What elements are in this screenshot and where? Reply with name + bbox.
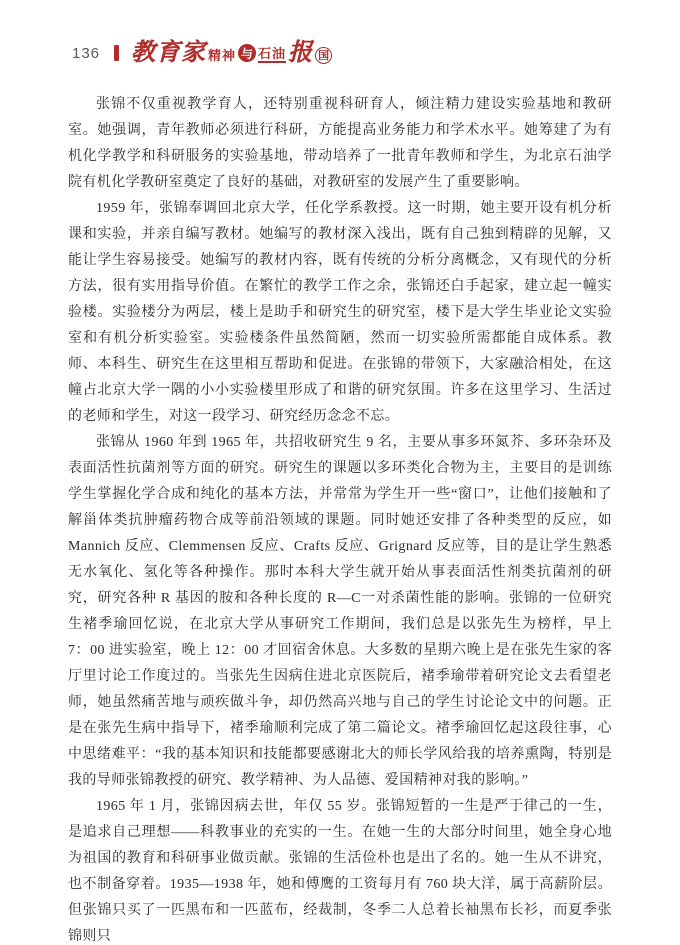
page-header	[72, 38, 612, 68]
logo-text-petroleum: 石油	[258, 43, 286, 63]
header-divider-bar	[114, 45, 119, 61]
logo-country-ring-badge: 国	[315, 47, 332, 64]
logo-text-serve: 报	[288, 40, 314, 66]
header-logo	[131, 41, 332, 65]
page-number: 136	[72, 44, 101, 62]
paragraph-4: 1965 年 1 月，张锦因病去世，年仅 55 岁。张锦短暂的一生是严于律己的一生，是追求自己理想——科教事业的充实的一生。在她一生的大部分时间里，她全身心地为祖国的教育和科研事业做贡献。张锦的生活俭朴也是出了名的。她一生从不讲究，也不制备穿着。1935—1938 年，她和傅鹰的工资每月有 760 块大洋，属于高薪阶层。但张锦只买了一匹黑布和一匹蓝布，经裁制，冬季二人总着长袖黑布长衫，而夏季张锦则只	[68, 799, 612, 944]
paragraph-3: 张锦从 1960 年到 1965 年，共招收研究生 9 名，主要从事多环氮芥、多环杂环及表面活性抗菌剂等方面的研究。研究生的课题以多环类化合物为主，主要目的是训练学生掌握化学合成和纯化的基本方法，并常常为学生开一些“窗口”，让他们接触和了解甾体类抗肿瘤药物合成等前沿领域的课题。同时她还安排了各种类型的反应，如 Mannich 反应、Clemmensen 反应、Crafts 反应、Grignard 反应等，目的是让学生熟悉无水氧化、氢化等各种操作。那时本科大学生就开始从事表面活性剂类抗菌剂的研究，研究各种 R 基因的胺和各种长度的 R—C一对杀菌性能的影响。张锦的一位研究生褚季瑜回忆说，在北京大学从事研究工作期间，我们总是以张先生为榜样，早上 7：00 进实验室，晚上 12：00 才回宿舍休息。大多数的星期六晚上是在张先生家的客厅里讨论工作度过的。当张先生因病住进北京医院后，褚季瑜带着研究论文去看望老师，她虽然痛苦地与顽疾做斗争，却仍然高兴地与自己的学生讨论论文中的问题。正是在张先生病中指导下，褚季瑜顺利完成了第二篇论文。褚季瑜回忆起这段往事，心中思绪难平：“我的基本知识和技能都要感谢北大的师长学风给我的培养熏陶，特别是我的导师张锦教授的研究、教学精神、为人品德、爱国精神对我的影响。”	[68, 435, 612, 788]
logo-text-spirit: 精神	[208, 47, 237, 63]
article-body	[68, 92, 612, 945]
logo-text-educator: 教育家	[131, 40, 207, 66]
paragraph-2: 1959 年，张锦奉调回北京大学，任化学系教授。这一时期，她主要开设有机分析课和实验，并亲自编写教材。她编写的教材深入浅出，既有自己独到精辟的见解，又能让学生容易接受。她编写的教材内容，既有传统的分析分离概念，又有现代的分析方法，很有实用指导价值。在繁忙的教学工作之余，张锦还白手起家，建立起一幢实验楼。实验楼分为两层，楼上是助手和研究生的研究室，楼下是大学生毕业论文实验室和有机分析实验室。实验楼条件虽然简陋，然而一切实验所需都能自成体系。教师、本科生、研究生在这里相互帮助和促进。在张锦的带领下，大家融洽相处，在这幢占北京大学一隅的小小实验楼里形成了和谐的研究氛围。许多在这里学习、生活过的老师和学生，对这一段学习、研究经历念念不忘。	[68, 201, 612, 424]
paragraph-1: 张锦不仅重视教学育人，还特别重视科研育人，倾注精力建设实验基地和教研室。她强调，青年教师必须进行科研，方能提高业务能力和学术水平。她筹建了为有机化学教学和科研服务的实验基地，带动培养了一批青年教师和学生，为北京石油学院有机化学教研室奠定了良好的基础，对教研室的发展产生了重要影响。	[68, 97, 612, 190]
logo-yu-circle-badge: 与	[238, 44, 256, 62]
